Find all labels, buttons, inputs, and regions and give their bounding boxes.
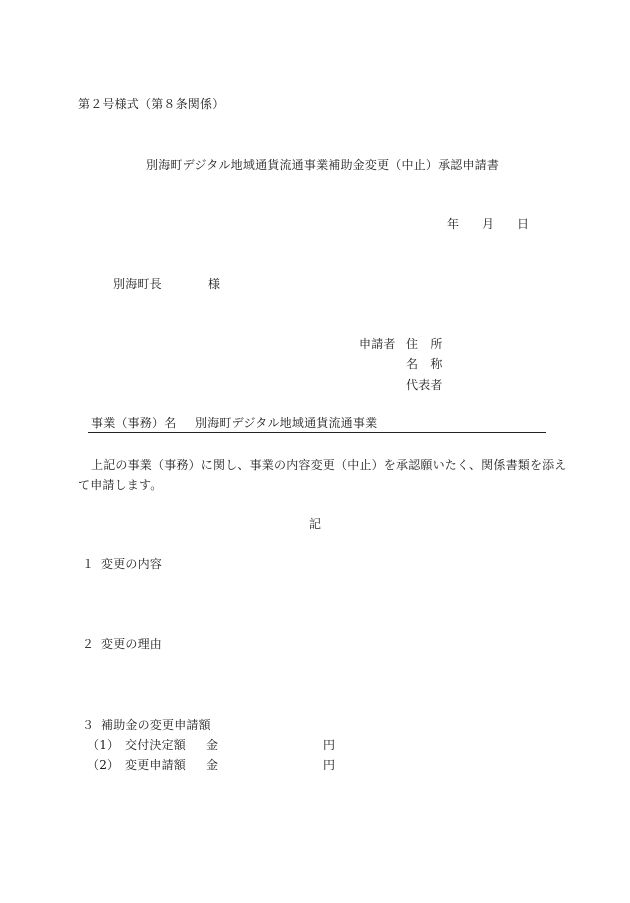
project-label: 事業（事務）名	[91, 416, 177, 430]
date-year: 年	[447, 217, 460, 231]
applicant-address-label: 住 所	[406, 337, 443, 351]
addressee-name: 別海町長	[113, 277, 162, 291]
subitem-2-label: 変更申請額	[125, 758, 187, 772]
ki-heading: 記	[309, 517, 322, 531]
subitem-1-currency: 金	[206, 738, 219, 752]
item-3-label: 補助金の変更申請額	[101, 718, 211, 732]
subitem-1-unit: 円	[323, 738, 336, 752]
project-underline	[88, 432, 546, 433]
item-2-label: 変更の理由	[101, 637, 163, 651]
subitem-2-num: （2）	[87, 758, 120, 772]
applicant-name-label: 名 称	[406, 357, 443, 371]
item-1-label: 変更の内容	[101, 557, 163, 571]
date-day: 日	[517, 217, 530, 231]
addressee-honorific: 様	[208, 277, 221, 291]
body-line-1: 上記の事業（事務）に関し、事業の内容変更（中止）を承認願いたく、関係書類を添え	[91, 458, 567, 472]
form-number: 第２号様式（第８条関係）	[78, 97, 225, 111]
body-line-2: て申請します。	[78, 478, 163, 492]
item-3-num: ３	[82, 718, 95, 732]
applicant-rep-label: 代表者	[406, 378, 443, 392]
subitem-2-currency: 金	[206, 758, 219, 772]
item-1-num: １	[82, 557, 95, 571]
date-month: 月	[482, 217, 495, 231]
item-2-num: ２	[82, 637, 95, 651]
subitem-2-unit: 円	[323, 758, 336, 772]
subitem-1-label: 交付決定額	[125, 738, 187, 752]
applicant-label: 申請者	[359, 337, 396, 351]
project-value: 別海町デジタル地域通貨流通事業	[195, 416, 378, 430]
subitem-1-num: （1）	[87, 738, 120, 752]
document-title: 別海町デジタル地域通貨流通事業補助金変更（中止）承認申請書	[146, 158, 500, 172]
